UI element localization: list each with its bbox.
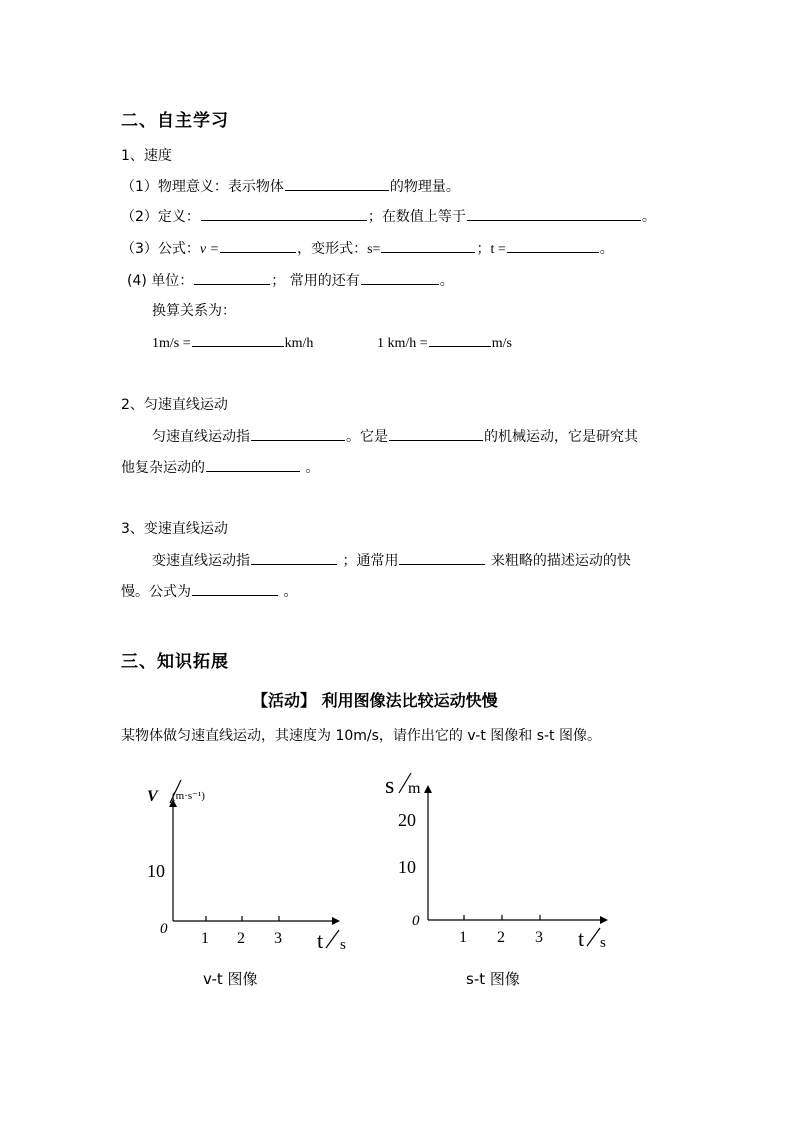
vt-origin: 0 [160, 921, 168, 937]
blank-unit[interactable] [194, 270, 270, 285]
blank-conv-ms[interactable] [429, 332, 491, 347]
variable-title: 3、变速直线运动 [121, 521, 228, 537]
section2-heading: 二、自主学习 [121, 111, 229, 131]
conversion-label: 换算关系为： [152, 303, 236, 319]
st-y-unit: m [408, 780, 421, 797]
vt-y-tick-10: 10 [147, 861, 165, 881]
st-x-label-slash [587, 928, 600, 946]
blank-definition[interactable] [201, 206, 367, 221]
variable-line2: 慢。公式为 。 [121, 581, 297, 602]
activity-title: 【活动】 利用图像法比较运动快慢 [252, 691, 498, 710]
vt-x-tick-label-1: 1 [201, 930, 209, 947]
st-x-tick-label-1: 1 [459, 929, 467, 946]
conversion-2: 1 km/h = m/s [377, 332, 512, 354]
speed-item1: （1）物理意义：表示物体 的物理量。 [121, 176, 460, 197]
vt-x-label-slash [326, 930, 339, 948]
blank-formula-v[interactable] [220, 238, 296, 253]
blank-numerical-equal[interactable] [467, 206, 641, 221]
blank-formula-s[interactable] [381, 238, 475, 253]
variable-line1: 变速直线运动指 ；通常用 来粗略的描述运动的快 [152, 550, 631, 571]
speed-item2: （2）定义： ；在数值上等于 。 [121, 206, 656, 227]
vt-graph [130, 775, 360, 955]
blank-variable-formula[interactable] [192, 581, 278, 596]
st-graph [380, 765, 620, 955]
blank-uniform-def[interactable] [251, 426, 345, 441]
vt-y-label: V [147, 788, 158, 805]
section3-heading: 三、知识拓展 [121, 652, 229, 672]
st-x-tick-label-3: 3 [535, 929, 543, 946]
uniform-line1: 匀速直线运动指 。它是 的机械运动，它是研究其 [152, 426, 638, 447]
uniform-title: 2、匀速直线运动 [121, 397, 228, 413]
st-y-tick-20: 20 [398, 810, 416, 830]
st-x-label: t [578, 926, 585, 951]
vt-x-label: t [317, 928, 324, 953]
blank-common-unit[interactable] [361, 270, 439, 285]
blank-physical-meaning[interactable] [285, 176, 389, 191]
vt-x-unit: s [340, 937, 346, 953]
vt-x-tick-label-3: 3 [274, 930, 282, 947]
blank-variable-def[interactable] [251, 550, 337, 565]
speed-item3: （3）公式：v = ，变形式：s= ；t = 。 [121, 238, 614, 260]
speed-title: 1、速度 [121, 148, 172, 164]
conversion-1: 1m/s = km/h [152, 332, 313, 354]
uniform-line2: 他复杂运动的 。 [121, 457, 319, 478]
vt-caption: v-t 图像 [203, 970, 258, 988]
st-x-unit: s [600, 935, 606, 951]
blank-uniform-type[interactable] [389, 426, 483, 441]
blank-conv-kmh[interactable] [192, 332, 284, 347]
st-caption: s-t 图像 [466, 970, 520, 988]
blank-formula-t[interactable] [507, 238, 599, 253]
blank-variable-measure[interactable] [399, 550, 485, 565]
st-y-label: s [385, 773, 395, 799]
st-origin: 0 [412, 913, 420, 929]
speed-item4: (4) 单位： ； 常用的还有 。 [127, 270, 454, 291]
st-x-tick-label-2: 2 [497, 929, 505, 946]
vt-x-tick-label-2: 2 [237, 930, 245, 947]
blank-uniform-basis[interactable] [206, 457, 300, 472]
problem-text: 某物体做匀速直线运动，其速度为 10m/s，请作出它的 v-t 图像和 s-t 图像。 [121, 728, 601, 744]
st-y-tick-10: 10 [398, 857, 416, 877]
vt-y-unit: (m·s⁻¹) [172, 790, 205, 802]
